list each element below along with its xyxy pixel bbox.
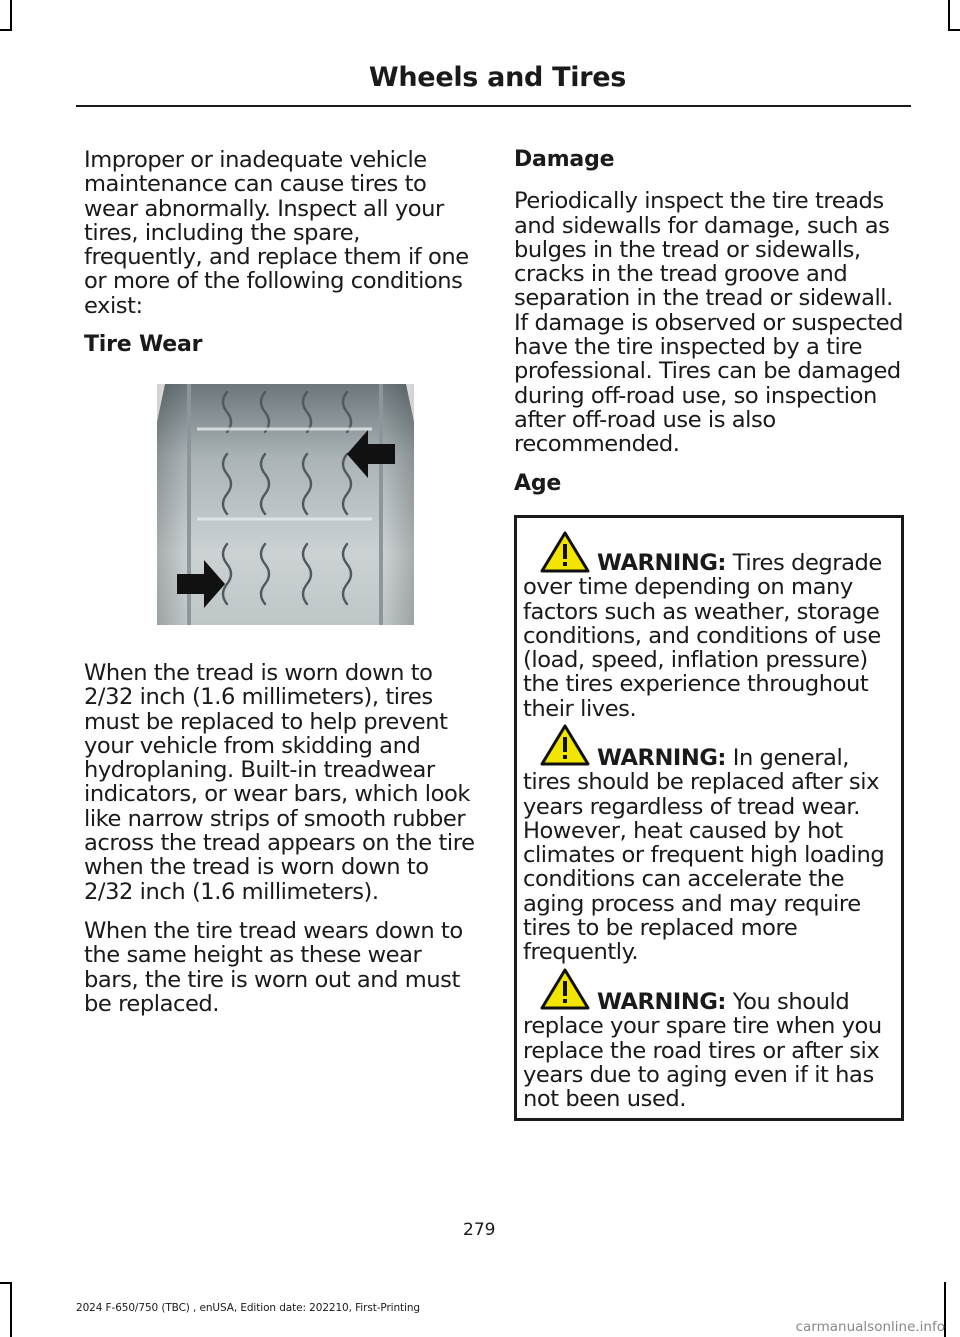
warning-label: WARNING:: [597, 989, 726, 1015]
intro-paragraph: Improper or inadequate vehicle maintenance can cause tires to wear abnormally. Inspect all your tires, including the spare, frequently, and replace them if one or more of the following conditions exist:: [84, 147, 469, 319]
crop-mark: [10, 1282, 12, 1337]
warning-text: You should replace your spare tire when you replace the road tires or after six years due to aging even if it has not been used.: [523, 989, 882, 1113]
warning-1: [523, 551, 901, 721]
wear-bar-paragraph: When the tire tread wears down to the same height as these wear bars, the tire is worn out and must be replaced.: [84, 917, 463, 1017]
crop-mark: [948, 0, 950, 30]
left-column-top: [84, 148, 479, 374]
page-title: Wheels and Tires: [368, 62, 626, 93]
tire-wear-heading: Tire Wear: [84, 332, 203, 358]
right-column: [514, 148, 909, 513]
crop-mark: [10, 0, 12, 30]
tread-paragraph: When the tread is worn down to 2/32 inch (1.6 millimeters), tires must be replaced to help prevent your vehicle from skidding and hydroplaning. Built-in treadwear indicators, or wear bars, which look like narrow strips of smooth rubber across the tread appears on the tire when the tread is worn down to 2/32 inch (1.6 millimeters).: [84, 660, 475, 905]
age-heading: Age: [514, 470, 562, 496]
page-number: 279: [463, 1220, 496, 1240]
tire-wear-illustration: [157, 384, 414, 625]
watermark: carmanualsonline.info: [795, 1319, 945, 1335]
damage-heading: Damage: [514, 147, 615, 172]
warning-box: [514, 515, 904, 1121]
warning-label: WARNING:: [597, 550, 726, 576]
warning-text: In general, tires should be replaced after six years regardless of tread wear. However, heat caused by hot climates or frequent high loading conditions can accelerate the aging process and may require tires to be replaced more frequently.: [523, 745, 885, 966]
left-column-bottom: [84, 661, 479, 1031]
crop-mark: [0, 29, 12, 31]
edition-footer: 2024 F-650/750 (TBC) , enUSA, Edition date: 202210, First-Printing: [76, 1302, 420, 1314]
header-divider: [76, 105, 911, 107]
warning-text: Tires degrade over time depending on many factors such as weather, storage conditions, and conditions of use (load, speed, inflation pressure) the tires experience throughout their lives.: [523, 550, 882, 722]
crop-mark: [0, 1282, 12, 1284]
warning-label: WARNING:: [597, 745, 726, 771]
warning-3: [523, 990, 901, 1111]
crop-mark: [948, 29, 960, 31]
damage-paragraph: Periodically inspect the tire treads and sidewalls for damage, such as bulges in the tread or sidewalls, cracks in the tread groove and separation in the tread or sidewall. If damage is observed or suspected have the tire inspected by a tire professional. Tires can be damaged during off-road use, so inspection after off-road use is also recommended.: [514, 188, 904, 458]
warning-2: [523, 746, 901, 965]
